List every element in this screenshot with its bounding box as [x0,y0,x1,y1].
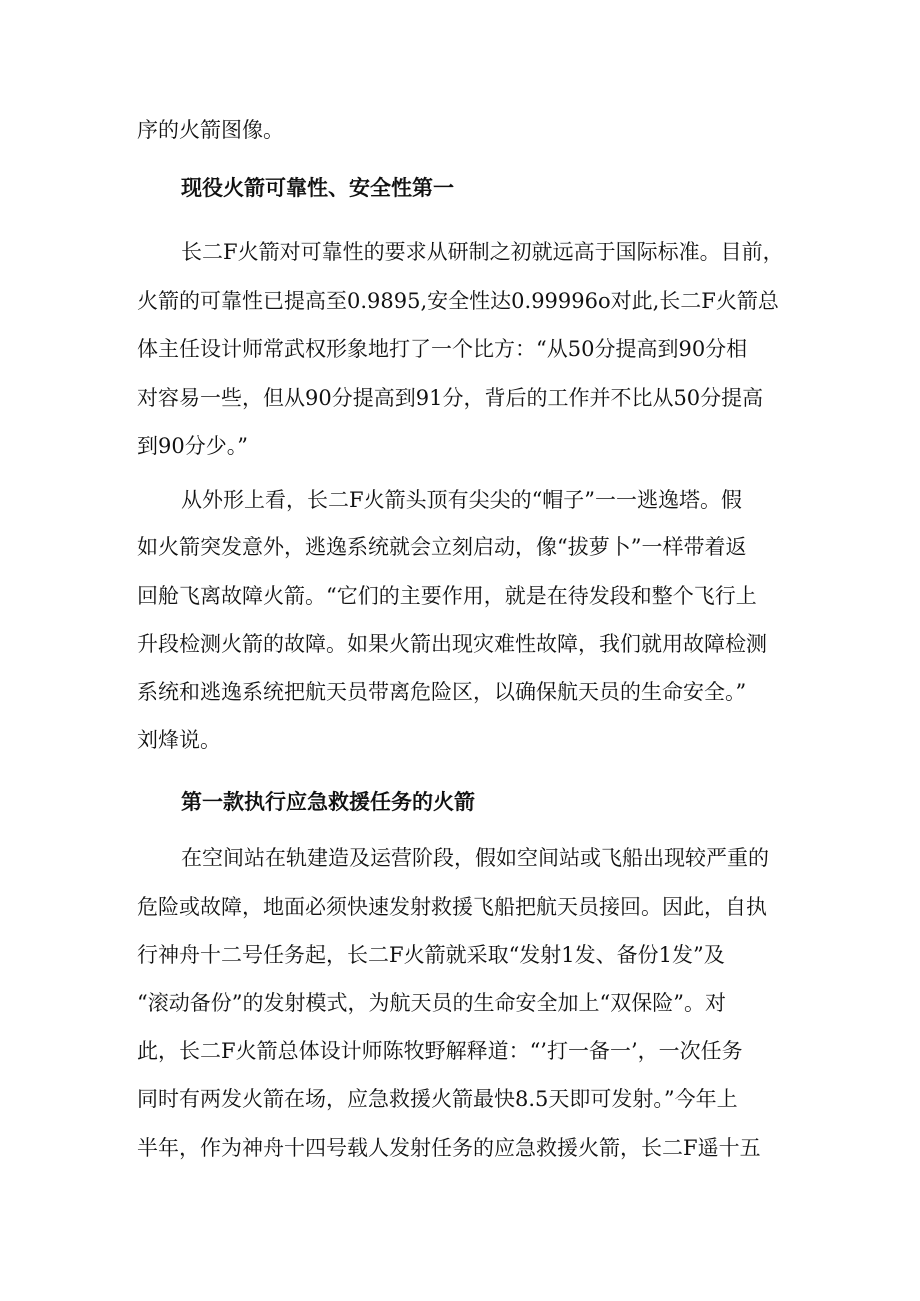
text-line: 升段检测火箭的故障。如果火箭出现灾难性故障，我们就用故障检测 [137,632,767,656]
text-line: 对容易一些，但从90分提高到91分，背后的工作并不比从50分提高 [137,386,764,410]
text-line: 系统和逃逸系统把航天员带离危险区，以确保航天员的生命安全。” [137,680,747,704]
text-line: 回舱飞离故障火箭。“它们的主要作用，就是在待发段和整个飞行上 [137,584,757,608]
text-line: 在空间站在轨建造及运营阶段，假如空间站或飞船出现较严重的 [181,846,769,870]
text-line: 如火箭突发意外，逃逸系统就会立刻启动，像“拔萝卜”一样带着返 [137,535,747,559]
text-line: 从外形上看，长二F火箭头顶有尖尖的“帽子”一一逃逸塔。假 [181,488,743,512]
text-line: 危险或故障，地面必须快速发射救援飞船把航天员接回。因此，自执 [137,895,767,919]
text-line: 刘烽说。 [137,728,221,752]
text-line: 行神舟十二号任务起，长二F火箭就采取“发射1发、备份1发”及 [137,943,725,967]
text-line: 此，长二F火箭总体设计师陈牧野解释道：“’打一备一’，一次任务 [137,1039,743,1063]
text-line: 序的火箭图像。 [137,118,284,142]
text-line: “滚动备份”的发射模式，为航天员的生命安全加上“双保险”。对 [137,991,726,1015]
text-line: 半年，作为神舟十四号载人发射任务的应急救援火箭，长二F遥十五 [137,1136,761,1160]
text-line: 火箭的可靠性已提高至0.9895,安全性达0.99996o对此,长二F火箭总 [137,289,779,313]
text-line: 到90分少。” [137,434,248,458]
text-line: 同时有两发火箭在场，应急救援火箭最快8.5天即可发射。”今年上 [137,1087,738,1111]
text-line: 长二F火箭对可靠性的要求从研制之初就远高于国际标准。目前， [181,240,784,264]
text-line: 体主任设计师常武权形象地打了一个比方：“从50分提高到90分相 [137,337,748,361]
section-heading: 现役火箭可靠性、安全性第一 [181,175,454,200]
section-heading: 第一款执行应急救援任务的火箭 [181,789,475,814]
